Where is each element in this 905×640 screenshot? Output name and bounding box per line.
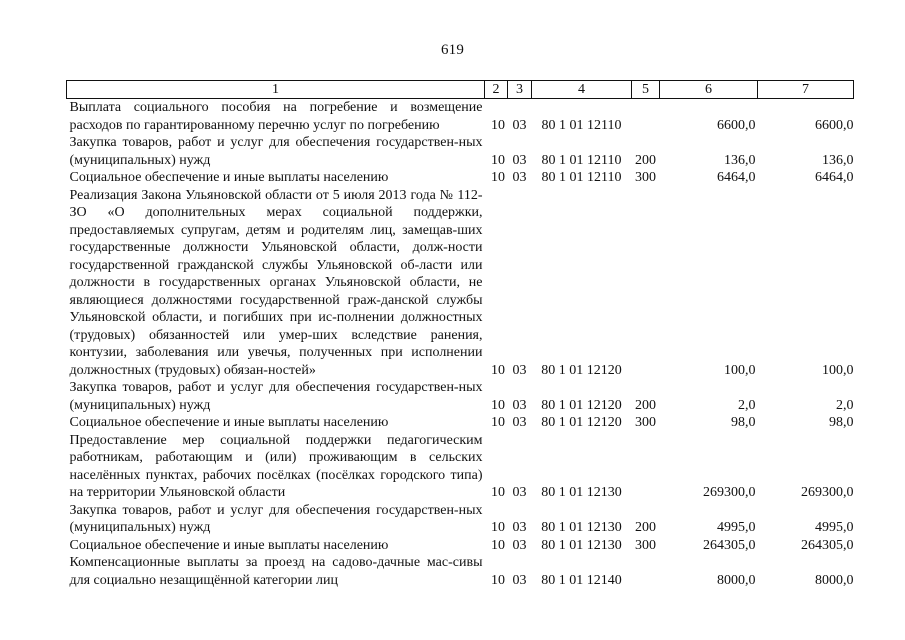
row-amount-7: 100,0 <box>822 362 854 378</box>
row-subsection: 03 <box>512 537 527 553</box>
row-subsection: 03 <box>512 397 527 413</box>
row-section: 10 <box>491 117 505 133</box>
row-section: 10 <box>491 397 505 413</box>
row-expense-type <box>632 554 660 589</box>
row-section: 10 <box>491 520 505 535</box>
row-section: 10 <box>491 362 505 378</box>
row-section: 10 <box>491 170 505 185</box>
column-header-section: 2 <box>485 81 508 99</box>
row-amount-6: 136,0 <box>724 152 756 168</box>
row-name: Закупка товаров, работ и услуг для обеспечения государствен-ных (муниципальных) нужд <box>69 135 483 168</box>
row-expense-type: 200 <box>635 397 656 413</box>
table-row <box>67 379 854 414</box>
row-amount-6: 269300,0 <box>703 485 756 500</box>
row-subsection: 03 <box>512 117 527 133</box>
row-article: 80 1 01 12110 <box>541 170 622 185</box>
row-expense-type <box>632 432 660 502</box>
row-amount-7: 4995,0 <box>815 520 854 535</box>
row-amount-6: 4995,0 <box>717 520 756 535</box>
row-name: Компенсационные выплаты за проезд на садово-дачные мас-сивы для социально незащищённой категории лиц <box>69 555 483 588</box>
row-expense-type: 300 <box>635 537 656 553</box>
row-subsection: 03 <box>512 520 527 535</box>
column-header-amount-6: 6 <box>660 81 758 99</box>
row-name: Выплата социального пособия на погребение и возмещение расходов по гарантированному перечню услуг по погребению <box>69 100 483 133</box>
row-section: 10 <box>491 537 505 553</box>
row-amount-6: 6464,0 <box>717 170 756 185</box>
row-amount-7: 98,0 <box>829 415 854 430</box>
table-row <box>67 99 854 135</box>
row-article: 80 1 01 12120 <box>541 397 622 413</box>
row-article: 80 1 01 12120 <box>541 415 622 430</box>
row-name: Социальное обеспечение и иные выплаты населению <box>69 537 389 553</box>
row-name: Реализация Закона Ульяновской области от 5 июля 2013 года № 112-ЗО «О дополнительных мерах социальной поддержки, предоставляемых супругам, детям и родителям лиц, замещав-ших государственные должности Ульяновской области, долж-ности государственной гражданской службы Ульяновской об-ласти или должности в государственных органах Ульяновской области, не являющиеся должностями государственной граж-данской службы Ульяновской области, и погибших при ис-полнении должностных (трудовых) обязанностей или умер-ших вследствие ранения, контузии, заболевания или увечья, полученных при исполнении должностных (трудовых) обязан-ностей» <box>69 187 483 378</box>
row-section: 10 <box>491 415 505 430</box>
row-section: 10 <box>491 485 505 500</box>
row-article: 80 1 01 12120 <box>541 362 622 378</box>
row-name: Закупка товаров, работ и услуг для обеспечения государствен-ных (муниципальных) нужд <box>69 502 483 535</box>
row-subsection: 03 <box>512 152 527 168</box>
row-amount-7: 6464,0 <box>815 170 854 185</box>
page-number: 619 <box>440 42 465 58</box>
table-row <box>67 414 854 432</box>
table-row <box>67 554 854 589</box>
row-expense-type: 300 <box>635 415 656 430</box>
row-amount-7: 8000,0 <box>815 572 854 588</box>
row-amount-6: 264305,0 <box>703 537 756 553</box>
column-header-expense-type: 5 <box>632 81 660 99</box>
row-amount-6: 2,0 <box>738 397 756 413</box>
row-subsection: 03 <box>512 415 527 430</box>
row-article: 80 1 01 12140 <box>541 572 622 588</box>
row-amount-7: 269300,0 <box>801 485 854 500</box>
column-header-name: 1 <box>67 81 485 99</box>
row-article: 80 1 01 12130 <box>541 537 622 553</box>
row-expense-type: 200 <box>635 152 656 168</box>
row-amount-7: 136,0 <box>822 152 854 168</box>
table-row <box>67 537 854 555</box>
table-row <box>67 187 854 380</box>
row-amount-7: 6600,0 <box>815 117 854 133</box>
row-subsection: 03 <box>512 485 527 500</box>
row-amount-7: 264305,0 <box>801 537 854 553</box>
column-header-article: 4 <box>532 81 632 99</box>
row-amount-6: 100,0 <box>724 362 756 378</box>
row-name: Социальное обеспечение и иные выплаты населению <box>69 415 389 430</box>
row-expense-type: 200 <box>635 520 656 535</box>
column-header-amount-7: 7 <box>758 81 854 99</box>
row-expense-type <box>632 99 660 135</box>
column-header-subsection: 3 <box>508 81 532 99</box>
row-subsection: 03 <box>512 170 527 185</box>
table-header-row <box>67 81 854 99</box>
row-article: 80 1 01 12130 <box>541 485 622 500</box>
budget-table <box>66 80 854 589</box>
row-expense-type <box>632 187 660 380</box>
row-article: 80 1 01 12110 <box>541 117 622 133</box>
row-name: Социальное обеспечение и иные выплаты населению <box>69 170 389 185</box>
row-section: 10 <box>491 572 505 588</box>
table-row <box>67 432 854 502</box>
row-amount-6: 8000,0 <box>717 572 756 588</box>
table-row <box>67 169 854 187</box>
row-amount-6: 98,0 <box>731 415 756 430</box>
row-expense-type: 300 <box>635 170 656 185</box>
table-row <box>67 134 854 169</box>
row-subsection: 03 <box>512 572 527 588</box>
row-subsection: 03 <box>512 362 527 378</box>
row-amount-7: 2,0 <box>836 397 854 413</box>
row-article: 80 1 01 12110 <box>541 152 622 168</box>
row-section: 10 <box>491 152 505 168</box>
row-name: Закупка товаров, работ и услуг для обеспечения государствен-ных (муниципальных) нужд <box>69 380 483 413</box>
row-amount-6: 6600,0 <box>717 117 756 133</box>
table-row <box>67 502 854 537</box>
row-name: Предоставление мер социальной поддержки педагогическим работникам, работающим и (или) проживающим в сельских населённых пунктах, рабочих посёлках (посёлках городского типа) на территории Ульяновской области <box>69 432 483 500</box>
row-article: 80 1 01 12130 <box>541 520 622 535</box>
